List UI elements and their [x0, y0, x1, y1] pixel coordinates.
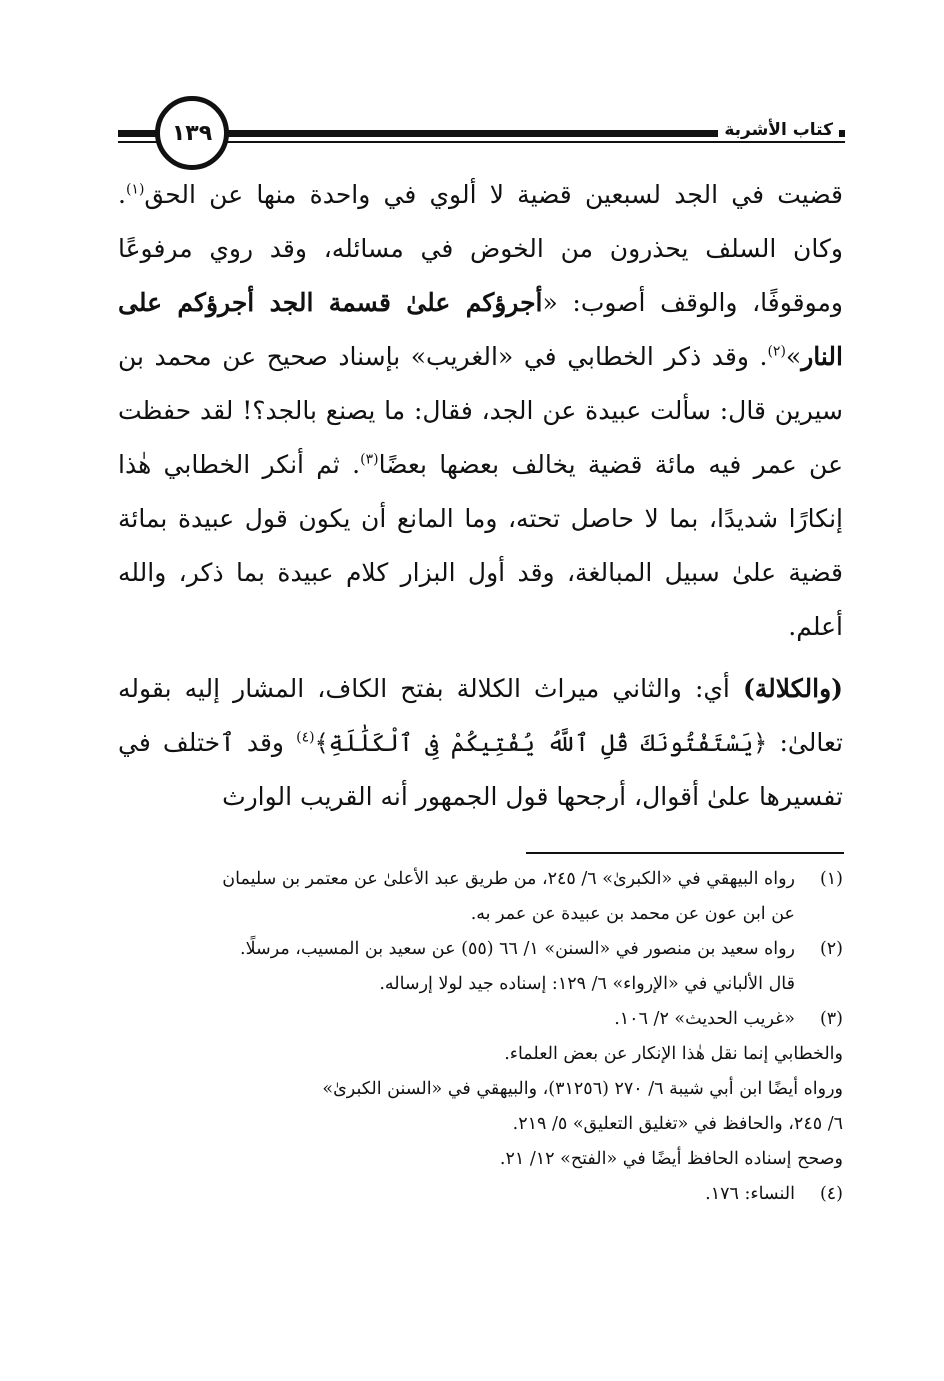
- text-segment: . وكان السلف يحذرون من الخوض في مسائله، وقد روي مرفوعًا وموقوفًا، والوقف أصوب: «: [118, 180, 843, 317]
- footnote-ref-2[interactable]: (٢): [767, 343, 786, 360]
- footnote-4: [118, 1177, 843, 1212]
- text-segment: . ثم أنكر الخطابي هٰذا إنكارًا شديدًا، بما لا حاصل تحته، وما المانع أن يكون قول عبيدة بمائة قضية علىٰ سبيل المبالغة، وقد أول البزار كلام عبيدة بما ذكر، والله أعلم.: [118, 450, 843, 641]
- page-number: ١٣٩: [155, 96, 229, 170]
- text-segment: »: [785, 342, 802, 371]
- footnote-line: والخطابي إنما نقل هٰذا الإنكار عن بعض العلماء.: [504, 1044, 843, 1064]
- text-segment: قضيت في الجد لسبعين قضية لا ألوي في واحدة منها عن الحق: [144, 180, 843, 209]
- footnote-line: وصحح إسناده الحافظ أيضًا في «الفتح» ١٢/ ٢١.: [499, 1149, 843, 1169]
- footnote-number: (٣): [819, 1009, 843, 1029]
- header-rule-right-thin: [210, 141, 845, 143]
- footnote-line: رواه البيهقي في «الكبرىٰ» ٦/ ٢٤٥، من طريق عبد الأعلىٰ عن معتمر بن سليمان: [222, 869, 795, 889]
- paragraph-2: [118, 662, 843, 824]
- footnote-separator: [526, 852, 844, 854]
- footnote-number: (١): [819, 869, 843, 889]
- footnote-line: ٦/ ٢٤٥، والحافظ في «تغليق التعليق» ٥/ ٢١٩.: [512, 1114, 843, 1134]
- footnote-line: قال الألباني في «الإرواء» ٦/ ١٢٩: إسناده جيد لولا إرساله.: [379, 974, 795, 994]
- footnote-ref-1[interactable]: (١): [125, 181, 145, 198]
- footnote-ref-3[interactable]: (٣): [360, 451, 379, 468]
- footnote-number: (٢): [819, 939, 843, 959]
- footnote-3-continuation: [118, 1037, 843, 1177]
- footnote-ref-4[interactable]: (٤): [296, 729, 315, 746]
- quran-verse: ﴿يَسْتَفْتُونَكَ قُلِ ٱللَّهُ يُفْتِيكُمْ فِى ٱلْكَلَٰلَةِ﴾: [314, 729, 768, 757]
- paragraph-1: [118, 168, 843, 654]
- footnotes: [118, 862, 843, 1212]
- footnote-3: [118, 1002, 843, 1037]
- footnote-line: «غريب الحديث» ٢/ ١٠٦.: [614, 1009, 795, 1029]
- hadith-quote: أجرؤكم علىٰ قسمة الجد أجرؤكم على النار: [118, 288, 843, 371]
- text-segment: وقد ٱختلف في تفسيرها علىٰ أقوال، أرجحها قول الجمهور أنه القريب الوارث: [118, 728, 843, 811]
- main-text: [118, 168, 843, 824]
- term-heading: (والكلالة): [742, 674, 843, 703]
- footnote-number: (٤): [819, 1184, 843, 1204]
- footnote-line: رواه سعيد بن منصور في «السنن» ١/ ٦٦ (٥٥) عن سعيد بن المسيب، مرسلًا.: [240, 939, 795, 959]
- footnote-line: ورواه أيضًا ابن أبي شيبة ٦/ ٢٧٠ (٣١٢٥٦)، والبيهقي في «السنن الكبرىٰ»: [322, 1079, 843, 1099]
- footnote-line: النساء: ١٧٦.: [705, 1184, 795, 1204]
- book-title: كتاب الأشربة: [718, 120, 839, 140]
- footnote-line: عن ابن عون عن محمد بن عبيدة عن عمر به.: [470, 904, 795, 924]
- footnote-2: [118, 932, 843, 1002]
- text-segment: أي: والثاني ميراث الكلالة بفتح الكاف، المشار إليه بقوله تعالىٰ:: [118, 674, 843, 757]
- text-segment: . وقد ذكر الخطابي في «الغريب» بإسناد صحيح عن محمد بن سيرين قال: سألت عبيدة عن الجد، فقال: ما يصنع بالجد؟! لقد حفظت عن عمر فيه مائة قضية يخالف بعضها بعضًا: [118, 342, 843, 479]
- footnote-1: [118, 862, 843, 932]
